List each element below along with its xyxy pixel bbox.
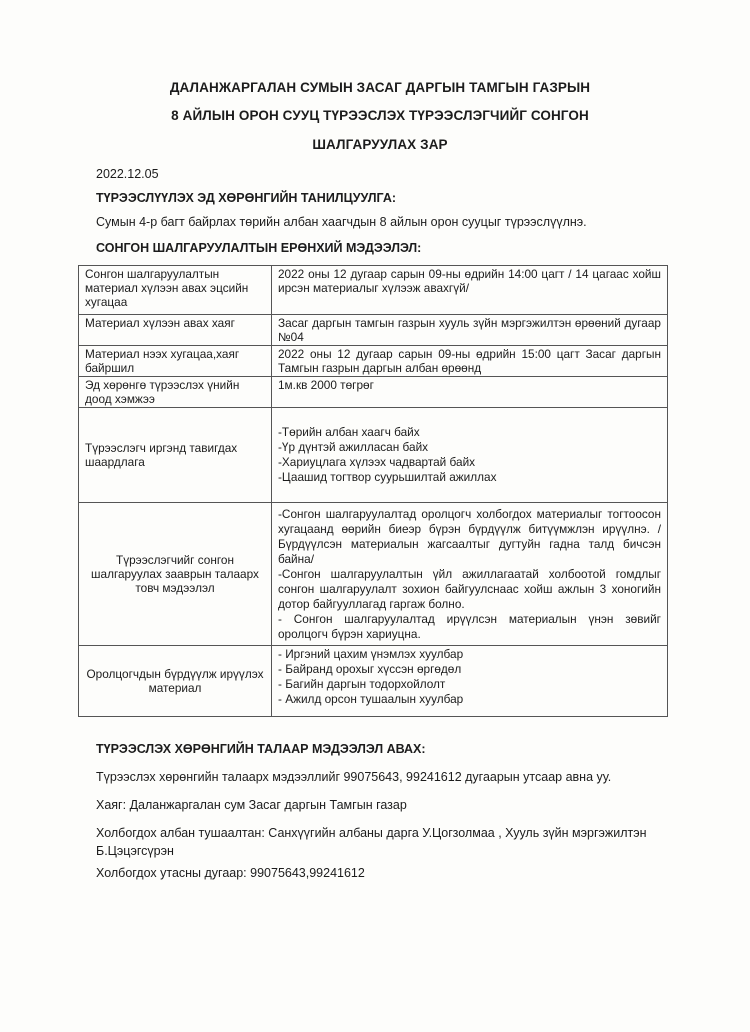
table-row bbox=[79, 503, 668, 646]
list-item: -Сонгон шалгаруулалтын үйл ажиллагаатай холбоотой гомдлыг сонгон шалгаруулалт зохион байгуулснаас хойш ажлын 3 хоногийн дотор байгууллагад гаргаж болно. bbox=[278, 566, 661, 611]
table-row bbox=[79, 377, 668, 408]
list-item: -Цаашид тогтвор суурьшилтай ажиллах bbox=[278, 470, 497, 484]
title-line-1: ДАЛАНЖАРГАЛАН СУМЫН ЗАСАГ ДАРГЫН ТАМГЫН ГАЗРЫН bbox=[169, 80, 591, 95]
contact-address: Хаяг: Даланжаргалан сум Засаг даргын Тамгын газар bbox=[96, 798, 407, 812]
list-item: -Төрийн албан хаагч байх bbox=[278, 425, 420, 439]
section-heading-contact-info: ТҮРЭЭСЛЭХ ХӨРӨНГИЙН ТАЛААР МЭДЭЭЛЭЛ АВАХ: bbox=[96, 742, 426, 756]
row-label: Сонгон шалгаруулалтын материал хүлээн авах эцсийн хугацаа bbox=[79, 266, 272, 315]
row-value: 1м.кв 2000 төгрөг bbox=[272, 377, 668, 408]
document-date: 2022.12.05 bbox=[96, 167, 159, 181]
selection-info-table bbox=[78, 265, 668, 717]
list-item: - Ажилд орсон тушаалын хуулбар bbox=[278, 692, 464, 706]
table-row bbox=[79, 315, 668, 346]
list-item: -Үр дүнтэй ажилласан байх bbox=[278, 440, 429, 454]
row-label: Түрээслэгчийг сонгон шалгаруулах зааврын талаарх товч мэдээлэл bbox=[79, 503, 272, 646]
list-item: - Багийн даргын тодорхойлолт bbox=[278, 677, 446, 691]
row-value-list bbox=[272, 646, 668, 717]
row-value: 2022 оны 12 дугаар сарын 09-ны өдрийн 15:00 цагт Засаг даргын Тамгын газрын даргын албан өрөөнд bbox=[272, 346, 668, 377]
row-label: Эд хөрөнгө түрээслэх үнийн доод хэмжээ bbox=[79, 377, 272, 408]
table-row bbox=[79, 266, 668, 315]
list-item: -Сонгон шалгаруулалтад оролцогч холбогдох материалыг тогтоосон хугацаанд өөрийн биеэр бүрэн бүрдүүлж битүүмжлэн ирүүлнэ. /Бүрдүүлсэн материалын жагсаалтыг дугтуйн гадна талд бичсэн байна/ bbox=[278, 506, 661, 566]
table-row bbox=[79, 646, 668, 717]
list-item: - Сонгон шалгаруулалтад ирүүлсэн материалын үнэн зөвийг оролцогч бүрэн хариуцна. bbox=[278, 611, 661, 641]
list-item: -Хариуцлага хүлээх чадвартай байх bbox=[278, 455, 476, 469]
contact-officials: Холбогдох албан тушаалтан: Санхүүгийн албаны дарга У.Цогзолмаа , Хууль зүйн мэргэжилтэн bbox=[96, 826, 647, 840]
title-line-3: ШАЛГАРУУЛАХ ЗАР bbox=[312, 137, 448, 152]
section-heading-general-info: СОНГОН ШАЛГАРУУЛАЛТЫН ЕРӨНХИЙ МЭДЭЭЛЭЛ: bbox=[96, 241, 422, 255]
row-label: Материал хүлээн авах хаяг bbox=[79, 315, 272, 346]
section-heading-property-intro: ТҮРЭЭСЛҮҮЛЭХ ЭД ХӨРӨНГИЙН ТАНИЛЦУУЛГА: bbox=[96, 191, 397, 205]
row-label: Түрээслэгч иргэнд тавигдах шаардлага bbox=[79, 408, 272, 503]
title-line-2: 8 АЙЛЫН ОРОН СУУЦ ТҮРЭЭСЛЭХ ТҮРЭЭСЛЭГЧИЙГ СОНГОН bbox=[171, 108, 589, 123]
row-value: 2022 оны 12 дугаар сарын 09-ны өдрийн 14:00 цагт / 14 цагаас хойш ирсэн материалыг хүлээж авахгүй/ bbox=[272, 266, 668, 315]
row-label: Оролцогчдын бүрдүүлж ирүүлэх материал bbox=[79, 646, 272, 717]
row-value: Засаг даргын тамгын газрын хууль зүйн мэргэжилтэн өрөөний дугаар №04 bbox=[272, 315, 668, 346]
contact-officials-continued: Б.Цэцэгсүрэн bbox=[96, 844, 174, 858]
list-item: - Байранд орохыг хүссэн өргөдөл bbox=[278, 662, 462, 676]
row-value-list bbox=[272, 503, 668, 646]
list-item: - Иргэний цахим үнэмлэх хуулбар bbox=[278, 647, 464, 661]
contact-phone-numbers: Холбогдох утасны дугаар: 99075643,99241612 bbox=[96, 866, 365, 880]
row-value-list bbox=[272, 408, 668, 503]
row-label: Материал нээх хугацаа,хаяг байршил bbox=[79, 346, 272, 377]
property-intro-text: Сумын 4-р багт байрлах төрийн албан хаагчдын 8 айлын орон сууцыг түрээслүүлнэ. bbox=[96, 215, 587, 229]
contact-phone-info: Түрээслэх хөрөнгийн талаарх мэдээллийг 99075643, 99241612 дугаарын утсаар авна уу. bbox=[96, 770, 612, 784]
table-row bbox=[79, 408, 668, 503]
table-row bbox=[79, 346, 668, 377]
